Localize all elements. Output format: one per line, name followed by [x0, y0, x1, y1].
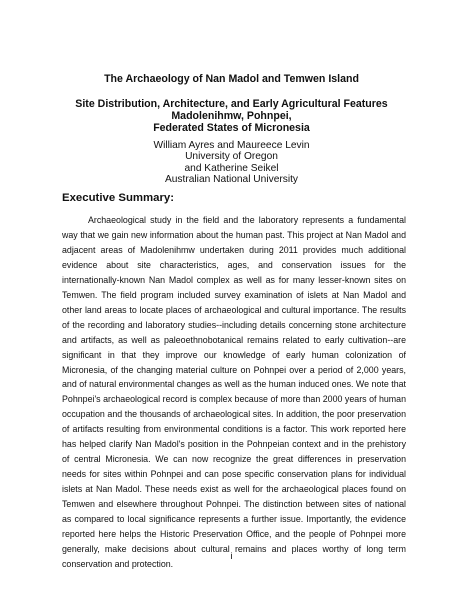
authors-block — [0, 140, 463, 186]
document-title: The Archaeology of Nan Madol and Temwen Island — [104, 73, 359, 85]
author-line: William Ayres and Maureece Levin — [153, 140, 310, 151]
author-line: and Katherine Seikel — [184, 162, 279, 174]
executive-summary-paragraph: Archaeological study in the field and the laboratory represents a fundamental way that we gain new information about the human past. This project at Nan Madol and adjacent areas of Madolenihmw undertaken during 2011 provides much additional evidence about site characteristics, ages, and conservation issues for the internationally-known Nan Madol complex as well as for many lesser-known sites on Temwen. The field program included survey examination of islets at Nan Madol and other land areas to locate places of archaeological and cultural importance. The results of the recording and laboratory studies--including details concerning stone architecture and artifacts, as well as paleoethnobotanical remains related to early cultivation--are significant in that they improve our knowledge of early human colonization of Micronesia, of the changing material culture on Pohnpei over a period of 2,000 years, and of natural environmental changes as well as the human induced ones. We note that Pohnpei's archaeological record is complex because of more than 2000 years of human occupation and the thousands of archaeological sites. In addition, the poor preservation of artifacts resulting from environmental conditions is a factor. This work reported here has helped clarify Nan Madol's position in the Pohnpeian context and in the prehistory of central Micronesia. We can now recognize the great differences in preservation needs for sites within Pohnpei and can pose specific conservation plans for individual islets at Nan Madol. These needs exist as well for the archaeological places found on Temwen and elsewhere throughout Pohnpei. The distinction between sites of national as compared to local significance represents a further issue. Importantly, the evidence reported here helps the Historic Preservation Office, and the people of Pohnpei more generally, make decisions about cultural remains and places worthy of long term conservation and protection. — [62, 215, 406, 569]
page-number: i — [230, 551, 233, 562]
subtitle-line: Federated States of Micronesia — [153, 122, 310, 135]
subtitle-line: Madolenihmw, Pohnpei, — [171, 110, 292, 123]
subtitle-line: Site Distribution, Architecture, and Early Agricultural Features — [75, 98, 388, 110]
affiliation-line: Australian National University — [164, 174, 299, 186]
subtitle-block — [0, 98, 463, 135]
affiliation-line: University of Oregon — [185, 151, 278, 163]
section-heading: Executive Summary: — [62, 192, 175, 204]
